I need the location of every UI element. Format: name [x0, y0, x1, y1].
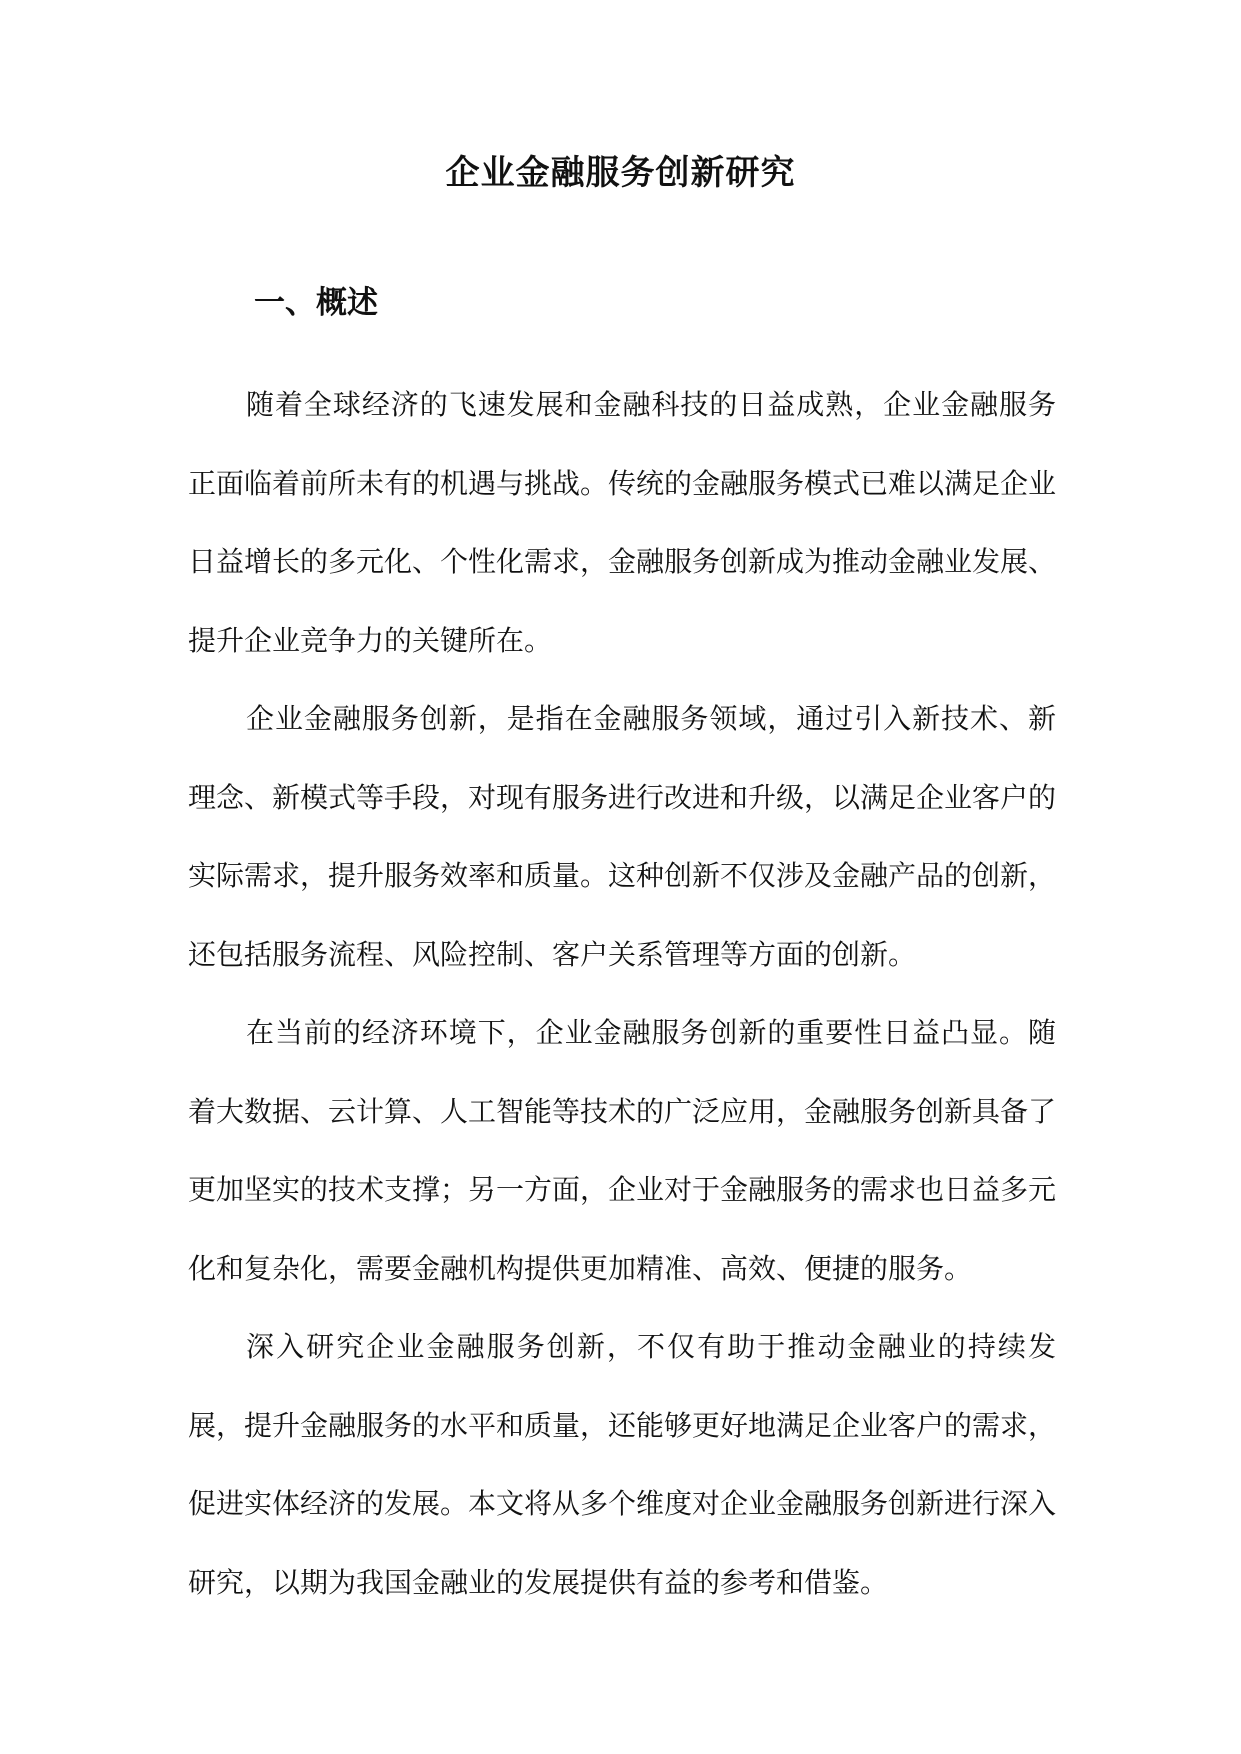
body-text — [188, 366, 1056, 1622]
paragraph: 在当前的经济环境下，企业金融服务创新的重要性日益凸显。随着大数据、云计算、人工智能等技术的广泛应用，金融服务创新具备了更加坚实的技术支撑；另一方面，企业对于金融服务的需求也日益多元化和复杂化，需要金融机构提供更加精准、高效、便捷的服务。 — [188, 1016, 1057, 1285]
paragraph: 企业金融服务创新，是指在金融服务领域，通过引入新技术、新理念、新模式等手段，对现有服务进行改进和升级，以满足企业客户的实际需求，提升服务效率和质量。这种创新不仅涉及金融产品的创新，还包括服务流程、风险控制、客户关系管理等方面的创新。 — [188, 702, 1057, 971]
section-heading: 一、概述 — [254, 285, 378, 321]
paragraph: 随着全球经济的飞速发展和金融科技的日益成熟，企业金融服务正面临着前所未有的机遇与挑战。传统的金融服务模式已难以满足企业日益增长的多元化、个性化需求，金融服务创新成为推动金融业发展、提升企业竞争力的关键所在。 — [188, 388, 1057, 657]
paragraph: 深入研究企业金融服务创新，不仅有助于推动金融业的持续发展，提升金融服务的水平和质量，还能够更好地满足企业客户的需求，促进实体经济的发展。本文将从多个维度对企业金融服务创新进行深入研究，以期为我国金融业的发展提供有益的参考和借鉴。 — [188, 1330, 1057, 1599]
document-title: 企业金融服务创新研究 — [445, 153, 796, 193]
